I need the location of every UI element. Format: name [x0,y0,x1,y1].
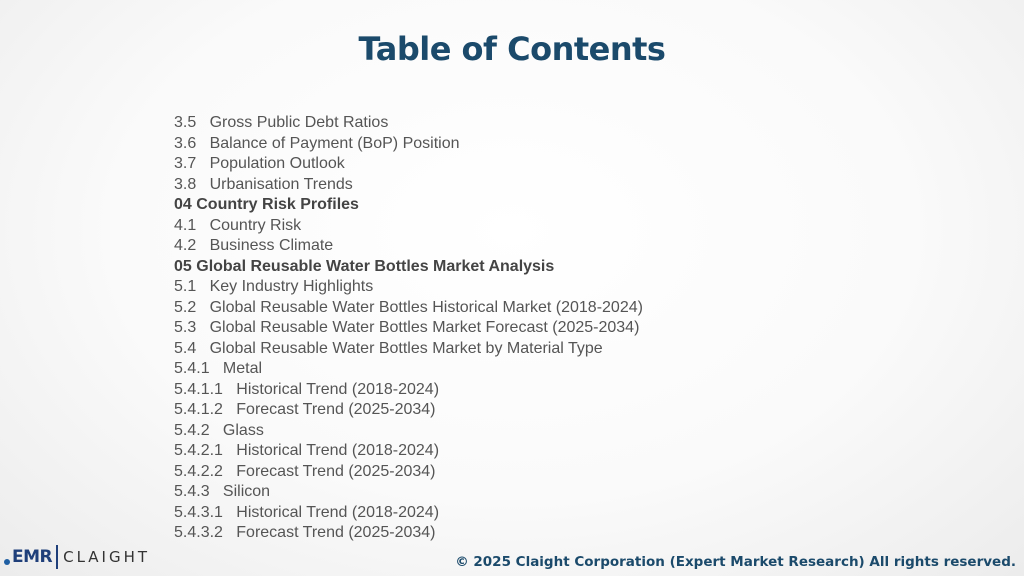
toc-item: 3.5 Gross Public Debt Ratios [174,114,389,131]
toc-section-heading: 04 Country Risk Profiles [174,196,359,213]
toc-item: 3.7 Population Outlook [174,155,345,172]
toc-item: 3.8 Urbanisation Trends [174,175,353,193]
toc-item: 5.4 Global Reusable Water Bottles Market by Material Type [174,339,603,357]
company-logo [4,542,150,572]
toc-item: 5.4.3 Silicon [174,483,271,500]
copyright-notice: © 2025 Claight Corporation (Expert Market Research) All rights reserved. [455,554,1016,570]
logo-mark [4,547,52,567]
toc-item: 5.4.2.1 Historical Trend (2018-2024) [174,442,440,459]
toc-item: 5.4.3.2 Forecast Trend (2025-2034) [174,524,436,541]
toc-item: 5.4.1.1 Historical Trend (2018-2024) [174,380,440,398]
toc-item: 4.2 Business Climate [174,237,334,254]
toc-item: 5.4.2.2 Forecast Trend (2025-2034) [174,462,436,480]
logo-dot-icon [4,559,10,565]
logo-claight-text: CLAIGHT [63,548,151,566]
toc-item: 5.4.2 Glass [174,421,264,439]
toc-item: 4.1 Country Risk [174,216,302,234]
toc-item: 5.1 Key Industry Highlights [174,278,374,295]
toc-section-heading: 05 Global Reusable Water Bottles Market Analysis [174,257,555,275]
table-of-contents-list [174,113,874,544]
toc-item: 5.4.1.2 Forecast Trend (2025-2034) [174,401,436,418]
toc-item: 3.6 Balance of Payment (BoP) Position [174,134,460,152]
toc-item: 5.3 Global Reusable Water Bottles Market Forecast (2025-2034) [174,319,640,336]
logo-emr-text: EMR [12,547,53,567]
toc-item: 5.4.3.1 Historical Trend (2018-2024) [174,503,440,521]
logo-divider [56,545,58,569]
page-title: Table of Contents [358,30,666,68]
toc-item: 5.4.1 Metal [174,360,263,377]
toc-item: 5.2 Global Reusable Water Bottles Historical Market (2018-2024) [174,298,643,316]
